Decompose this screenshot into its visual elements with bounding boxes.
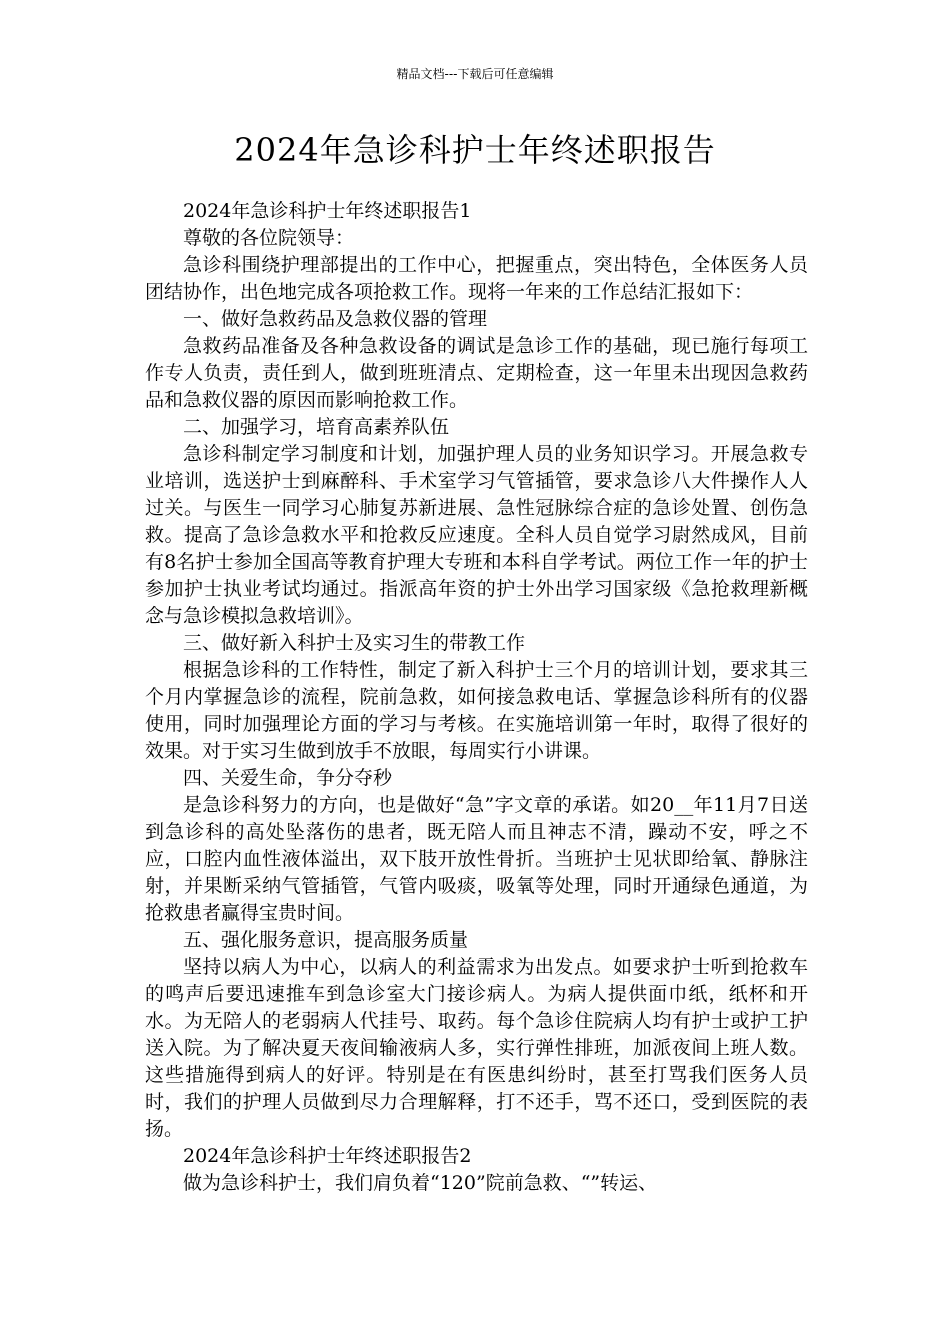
report-2-paragraph: 做为急诊科护士，我们肩负着“120”院前急救、“”转运、 <box>183 1172 658 1194</box>
document-body <box>145 198 808 1197</box>
salutation: 尊敬的各位院领导： <box>183 227 355 249</box>
section-heading-3: 三、做好新入科护士及实习生的带教工作 <box>183 632 526 654</box>
section-paragraph-4: 是急诊科努力的方向，也是做好“急”字文章的承诺。如20__年11月7日送到急诊科的高处坠落伤的患者，既无陪人而且神志不清，躁动不安，呼之不应，口腔内血性液体溢出，双下肢开放性骨折。当班护士见状即给氧、静脉注射，并果断采纳气管插管，气管内吸痰，吸氧等处理，同时开通绿色通道，为抢救患者赢得宝贵时间。 <box>145 794 808 924</box>
report-subtitle-2: 2024年急诊科护士年终述职报告2 <box>183 1145 472 1167</box>
report-subtitle-1: 2024年急诊科护士年终述职报告1 <box>183 200 472 222</box>
section-paragraph-3: 根据急诊科的工作特性，制定了新入科护士三个月的培训计划，要求其三个月内掌握急诊的流程，院前急救，如何接急救电话、掌握急诊科所有的仪器使用，同时加强理论方面的学习与考核。在实施培训第一年时，取得了很好的效果。对于实习生做到放手不放眼，每周实行小讲课。 <box>145 659 808 762</box>
header-note: 精品文档---下载后可任意编辑 <box>396 67 554 81</box>
section-heading-1: 一、做好急救药品及急救仪器的管理 <box>183 308 488 330</box>
section-paragraph-5: 坚持以病人为中心，以病人的利益需求为出发点。如要求护士听到抢救车的鸣声后要迅速推车到急诊室大门接诊病人。为病人提供面巾纸，纸杯和开水。为无陪人的老弱病人代挂号、取药。每个急诊住院病人均有护士或护工护送入院。为了解决夏天夜间输液病人多，实行弹性排班，加派夜间上班人数。这些措施得到病人的好评。特别是在有医患纠纷时，甚至打骂我们医务人员时，我们的护理人员做到尽力合理解释，打不还手，骂不还口，受到医院的表扬。 <box>145 956 808 1140</box>
intro-paragraph: 急诊科围绕护理部提出的工作中心，把握重点，突出特色，全体医务人员团结协作，出色地完成各项抢救工作。现将一年来的工作总结汇报如下： <box>145 254 808 303</box>
section-heading-4: 四、关爱生命，争分夺秒 <box>183 767 393 789</box>
section-heading-5: 五、强化服务意识，提高服务质量 <box>183 929 469 951</box>
section-paragraph-1: 急救药品准备及各种急救设备的调试是急诊工作的基础，现已施行每项工作专人负责，责任到人，做到班班清点、定期检查，这一年里未出现因急救药品和急救仪器的原因而影响抢救工作。 <box>145 335 808 411</box>
page-title: 2024年急诊科护士年终述职报告 <box>234 131 716 169</box>
section-paragraph-2: 急诊科制定学习制度和计划，加强护理人员的业务知识学习。开展急救专业培训，选送护士到麻醉科、手术室学习气管插管，要求急诊八大件操作人人过关。与医生一同学习心肺复苏新进展、急性冠脉综合症的急诊处置、创伤急救。提高了急诊急救水平和抢救反应速度。全科人员自觉学习尉然成风，目前有8名护士参加全国高等教育护理大专班和本科自学考试。两位工作一年的护士参加护士执业考试均通过。指派高年资的护士外出学习国家级《急抢救理新概念与急诊模拟急救培训》。 <box>145 443 808 627</box>
section-heading-2: 二、加强学习，培育高素养队伍 <box>183 416 450 438</box>
